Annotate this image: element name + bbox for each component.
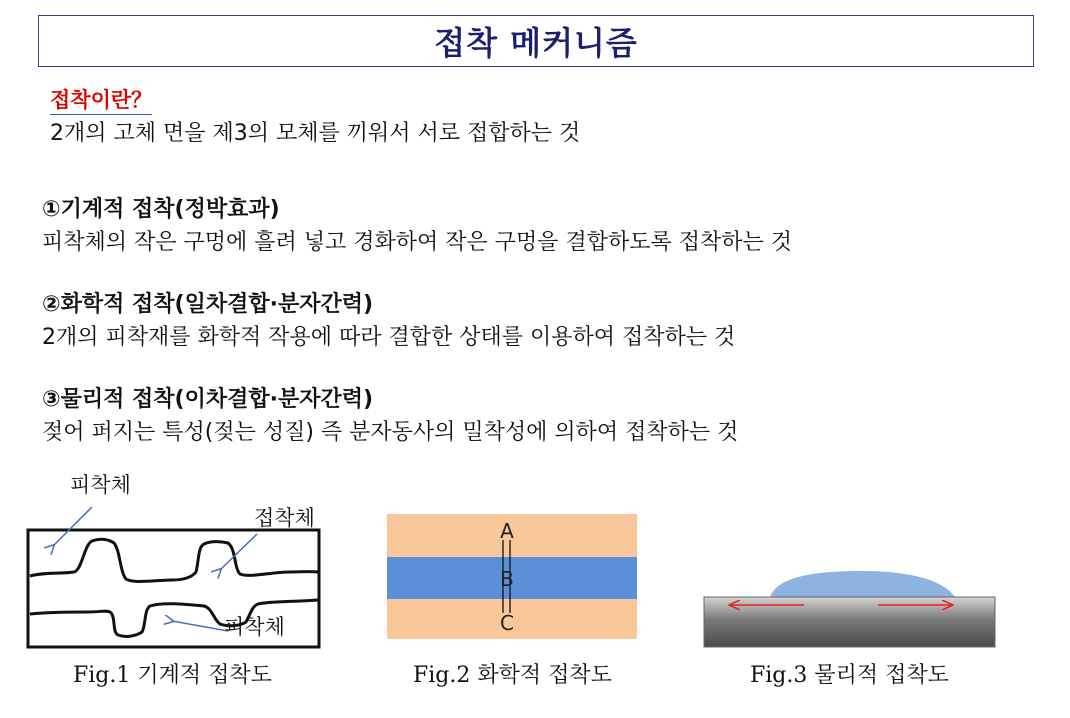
mechanism-2-heading: ②화학적 접착(일차결합·분자간력) bbox=[42, 292, 374, 317]
mechanism-1-text: 피착체의 작은 구멍에 흘려 넣고 경화하여 작은 구멍을 결합하도록 접착하는 것 bbox=[42, 230, 792, 255]
fig1-number: Fig.1 bbox=[73, 663, 131, 688]
fig3-diagram bbox=[704, 571, 995, 647]
fig3-caption-text: 물리적 접착도 bbox=[814, 663, 949, 688]
fig1-label-adherend-bottom: 피착체 bbox=[224, 615, 285, 639]
fig1-arrow-adhesive bbox=[220, 534, 257, 570]
fig3-liquid-drop bbox=[770, 571, 955, 597]
page-title: 접착 메커니즘 bbox=[434, 24, 638, 62]
definition-heading: 접착이란？ bbox=[50, 87, 152, 115]
mechanism-1-heading: ①기계적 접착(정박효과) bbox=[42, 197, 280, 222]
fig3-number: Fig.3 bbox=[750, 663, 808, 688]
fig2-diagram bbox=[387, 514, 637, 639]
fig3-caption bbox=[750, 662, 949, 690]
mechanism-2-text: 2개의 피착재를 화학적 작용에 따라 결합한 상태를 이용하여 접착하는 것 bbox=[42, 325, 736, 350]
fig1-arrow-top bbox=[53, 507, 92, 546]
mechanism-3-text: 젖어 퍼지는 특성(젖는 성질) 즉 분자동사의 밀착성에 의하여 접착하는 것 bbox=[42, 420, 739, 445]
fig2-label-b: B bbox=[500, 567, 514, 591]
fig1-label-adherend-top: 피착체 bbox=[70, 473, 131, 497]
fig2-label-c: C bbox=[500, 611, 514, 635]
fig2-number: Fig.2 bbox=[413, 663, 471, 688]
definition-text: 2개의 고체 면을 제3의 모체를 끼워서 서로 접합하는 것 bbox=[50, 121, 581, 146]
mechanism-3-heading: ③물리적 접착(이차결합·분자간력) bbox=[42, 387, 374, 412]
fig2-label-a: A bbox=[500, 519, 514, 543]
fig1-label-adhesive: 접착체 bbox=[254, 506, 315, 530]
fig1-caption bbox=[73, 662, 272, 690]
fig2-caption bbox=[413, 662, 612, 690]
fig1-caption-text: 기계적 접착도 bbox=[137, 663, 272, 688]
fig2-caption-text: 화학적 접착도 bbox=[477, 663, 612, 688]
fig1-upper-wavy-line bbox=[30, 539, 318, 581]
